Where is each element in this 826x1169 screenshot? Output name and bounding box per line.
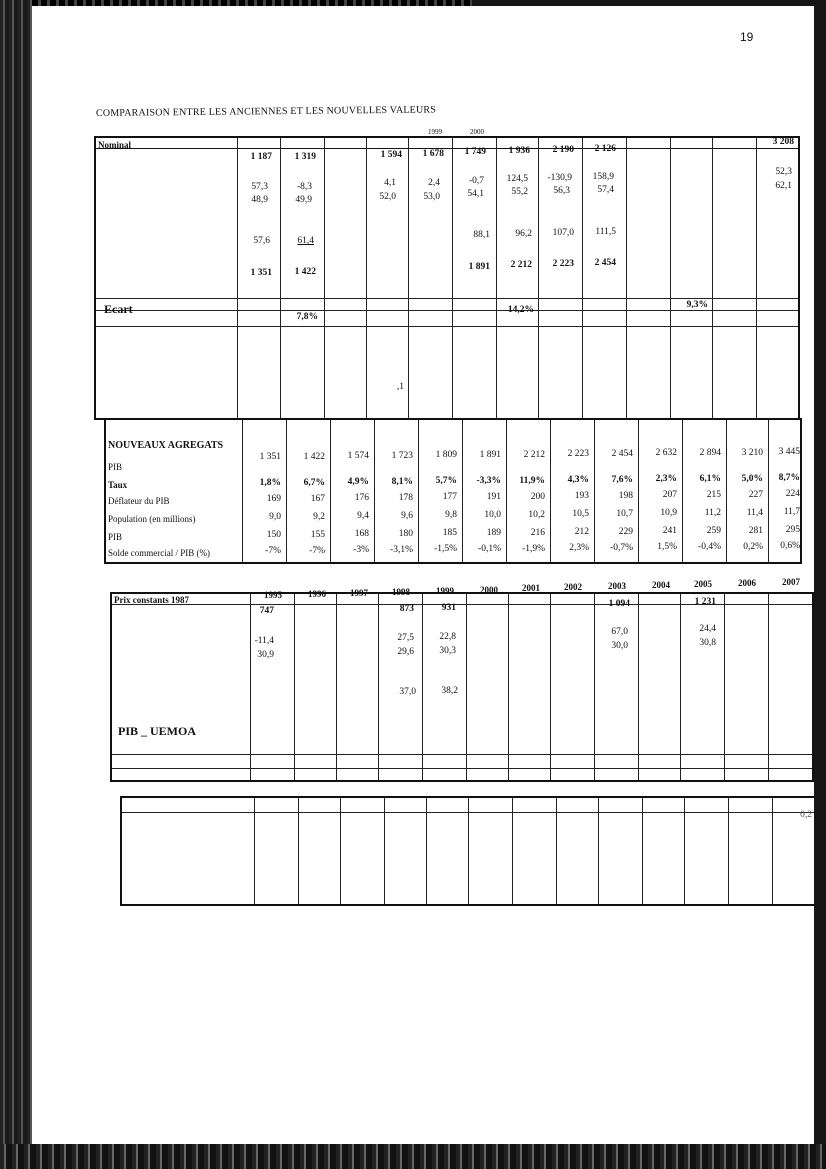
- agregats-cell: 1 723: [391, 450, 413, 461]
- agregats-cell: -0,7%: [610, 542, 633, 553]
- year-fragment: 1999: [428, 128, 442, 136]
- t1-r3-c7: 56,3: [553, 186, 570, 196]
- col-rule: [728, 798, 729, 904]
- agregats-cell: 4,3%: [567, 475, 589, 486]
- document-title: COMPARAISON ENTRE LES ANCIENNES ET LES NOUVELLES VALEURS: [95, 104, 437, 119]
- agregats-cell: 295: [785, 525, 800, 536]
- t1-r2-c5: -0,7: [468, 176, 484, 186]
- t1-r3-c2: 49,9: [295, 195, 312, 205]
- col-rule: [336, 594, 337, 780]
- col-rule: [638, 594, 639, 780]
- t1-r3-c6: 55,2: [511, 187, 528, 197]
- t3-r1-2003: 1 094: [608, 599, 630, 609]
- col-rule: [684, 798, 685, 904]
- t1-r3-c9: 62,1: [775, 181, 792, 191]
- agregats-row-label: Taux: [108, 480, 128, 490]
- agregats-row-label: PIB: [108, 462, 123, 472]
- col-rule: [422, 594, 423, 780]
- t1-r2-c2: -8,3: [296, 182, 312, 192]
- agregats-cell: 2 894: [699, 448, 721, 458]
- t1-r4-c4: 96,2: [515, 229, 532, 239]
- agregats-cell: -1,9%: [522, 543, 545, 554]
- corner-value: 0,2: [800, 810, 812, 820]
- agregats-cell: 8,1%: [391, 476, 413, 487]
- agregats-cell: 11,4: [746, 507, 763, 518]
- scan-edge-bottom: [0, 1144, 826, 1169]
- agregats-cell: 1,5%: [657, 542, 677, 553]
- t1-r5-c1: 1 351: [250, 268, 272, 278]
- col-rule: [298, 798, 299, 904]
- t1-r4-c1: 57,6: [253, 236, 270, 246]
- t1-r3-c3: 52,0: [379, 192, 396, 202]
- agregats-cell: 10,7: [616, 508, 633, 519]
- agregats-cell: 200: [530, 491, 545, 502]
- t1-r5-c2: 1 422: [294, 267, 316, 277]
- agregats-cell: -1,5%: [434, 544, 457, 555]
- t1-r1-c1: 1 187: [250, 152, 272, 162]
- t1-r2-c9: 52,3: [775, 167, 792, 177]
- t3-r3-2003: 30,0: [611, 641, 628, 651]
- agregats-cell: 5,7%: [435, 476, 457, 487]
- agregats-cell: -0,1%: [478, 544, 501, 554]
- agregats-cell: 11,9%: [519, 475, 545, 486]
- col-rule: [594, 594, 595, 780]
- t1-r1-c2: 1 319: [294, 152, 316, 162]
- agregats-cell: 3 445: [778, 447, 800, 458]
- col-rule: [242, 420, 243, 562]
- year-header-cell: 2001: [522, 583, 540, 594]
- agregats-cell: 2 632: [655, 448, 677, 459]
- row-rule: [96, 310, 798, 311]
- agregats-cell: -0,4%: [698, 542, 721, 552]
- agregats-cell: 212: [574, 527, 589, 538]
- col-rule: [237, 138, 238, 418]
- agregats-row-label: Solde commercial / PIB (%): [108, 548, 210, 558]
- col-rule: [426, 798, 427, 904]
- t1-r3-c8: 57,4: [597, 185, 614, 195]
- t1-r2-c7: -130,9: [547, 173, 572, 183]
- t1-r2-c4: 2,4: [428, 178, 440, 188]
- row-rule: [96, 326, 798, 327]
- agregats-cell: 9,6: [401, 510, 413, 521]
- ecart-value-2: 14,2%: [507, 305, 534, 315]
- year-header-cell: 2007: [782, 576, 800, 587]
- agregats-cell: -3%: [353, 545, 369, 556]
- col-rule: [330, 420, 331, 562]
- col-rule: [756, 138, 757, 418]
- t3-r1-1999: 931: [441, 603, 456, 613]
- year-header-cell: 1996: [308, 588, 326, 599]
- agregats-cell: 2 223: [567, 449, 589, 460]
- nominal-label: Nominal: [98, 140, 132, 150]
- col-rule: [280, 138, 281, 418]
- misc-fragment: ,1: [396, 382, 404, 392]
- t1-r1-c7: 2 190: [552, 145, 574, 155]
- table-prix-constants: [110, 592, 814, 782]
- t1-r5-c6: 2 454: [594, 258, 616, 268]
- col-rule: [712, 138, 713, 418]
- agregats-cell: 281: [748, 525, 763, 536]
- col-rule: [294, 594, 295, 780]
- col-rule: [642, 798, 643, 904]
- agregats-cell: 189: [486, 528, 501, 538]
- page-number: 19: [740, 30, 754, 44]
- t1-r2-c6: 124,5: [506, 174, 528, 184]
- t1-r1-c9: 3 208: [772, 137, 794, 147]
- agregats-title: NOUVEAUX AGREGATS: [108, 440, 224, 451]
- agregats-cell: 229: [618, 526, 633, 537]
- agregats-cell: 150: [266, 530, 281, 540]
- t3-r2-1998: 27,5: [397, 633, 414, 643]
- col-rule: [556, 798, 557, 904]
- agregats-cell: 216: [530, 527, 545, 538]
- col-rule: [250, 594, 251, 780]
- agregats-cell: 185: [442, 528, 457, 539]
- agregats-row-label: PIB: [108, 532, 123, 542]
- agregats-cell: 224: [785, 489, 800, 500]
- agregats-cell: 9,0: [269, 512, 281, 522]
- t1-r4-c5: 107,0: [552, 228, 574, 238]
- agregats-cell: 8,7%: [778, 473, 800, 484]
- t3-r2-1999: 22,8: [439, 632, 456, 642]
- year-header-cell: 1995: [264, 590, 282, 600]
- col-rule: [670, 138, 671, 418]
- agregats-cell: 169: [266, 494, 281, 504]
- col-rule: [462, 420, 463, 562]
- t1-r3-c4: 53,0: [423, 192, 440, 202]
- year-header-cell: 2005: [694, 579, 712, 589]
- agregats-cell: 10,5: [572, 509, 589, 520]
- row-rule: [112, 768, 812, 769]
- agregats-cell: 2,3%: [569, 543, 589, 554]
- t1-r2-c3: 4,1: [384, 178, 396, 188]
- t3-r2-2003: 67,0: [611, 627, 628, 637]
- col-rule: [286, 420, 287, 562]
- t3-r1-1995: 747: [259, 606, 274, 616]
- t1-r2-c1: 57,3: [251, 182, 268, 192]
- t1-r5-c3: 1 891: [468, 262, 490, 272]
- pib-uemoa-label: PIB _ UEMOA: [118, 724, 196, 738]
- t1-r5-c5: 2 223: [552, 259, 574, 269]
- agregats-cell: 259: [706, 526, 721, 536]
- agregats-cell: 1 891: [479, 450, 501, 460]
- year-header-cell: 2000: [480, 584, 498, 595]
- agregats-cell: 11,7: [783, 507, 800, 518]
- header-rule: [96, 148, 798, 149]
- agregats-cell: 4,9%: [347, 477, 369, 488]
- agregats-cell: 9,2: [313, 511, 325, 522]
- t1-r1-c6: 1 936: [508, 146, 530, 156]
- col-rule: [384, 798, 385, 904]
- t3-r4-1999: 38,2: [441, 686, 458, 696]
- agregats-cell: 6,1%: [699, 474, 721, 484]
- agregats-cell: 215: [706, 490, 721, 500]
- agregats-cell: 5,0%: [741, 473, 763, 484]
- agregats-cell: 1 574: [347, 451, 369, 462]
- t3-r3-1995: 30,9: [257, 650, 274, 660]
- agregats-cell: 168: [354, 529, 369, 540]
- t1-r4-c6: 111,5: [595, 227, 616, 237]
- year-fragment: 2000: [470, 128, 484, 136]
- agregats-cell: 6,7%: [303, 477, 325, 488]
- t1-r3-c5: 54,1: [467, 189, 484, 199]
- agregats-cell: 207: [662, 490, 677, 501]
- col-rule: [378, 594, 379, 780]
- prix-constants-label: Prix constants 1987: [114, 595, 189, 605]
- t1-r5-c4: 2 212: [510, 260, 532, 270]
- year-header-cell: 2004: [652, 580, 670, 591]
- t1-r1-c5: 1 749: [464, 147, 486, 157]
- agregats-cell: -7%: [265, 546, 281, 556]
- agregats-cell: 2 212: [523, 449, 545, 460]
- t3-r3-1999: 30,3: [439, 646, 456, 656]
- t3-r4-1998: 37,0: [399, 687, 416, 697]
- t3-r3-1998: 29,6: [397, 647, 414, 657]
- agregats-row-label: Population (en millions): [108, 514, 196, 524]
- agregats-cell: 180: [398, 528, 413, 539]
- col-rule: [374, 420, 375, 562]
- agregats-cell: 2,3%: [655, 474, 677, 485]
- t1-r1-c3: 1 594: [380, 150, 402, 160]
- t3-r1-2005: 1 231: [694, 597, 716, 607]
- ecart-label: Ecart: [104, 302, 133, 316]
- col-rule: [340, 798, 341, 904]
- agregats-cell: -7%: [309, 545, 325, 556]
- agregats-cell: 9,8: [445, 510, 457, 521]
- t3-r2-2005: 24,4: [699, 624, 716, 634]
- t1-r4-c2: 61,4: [297, 236, 314, 246]
- col-rule: [626, 138, 627, 418]
- agregats-cell: 1,8%: [259, 478, 281, 488]
- year-header-cell: 2002: [564, 582, 582, 593]
- t3-r2-1995: -11,4: [254, 636, 274, 646]
- col-rule: [680, 594, 681, 780]
- agregats-cell: 7,6%: [611, 474, 633, 485]
- table-bottom: [120, 796, 814, 906]
- t1-r2-c8: 158,9: [592, 172, 614, 182]
- agregats-row-label: Déflateur du PIB: [108, 496, 170, 506]
- agregats-cell: 10,9: [660, 508, 677, 519]
- agregats-cell: 10,0: [484, 510, 501, 520]
- agregats-cell: 2 454: [611, 448, 633, 459]
- year-header-cell: 2006: [738, 577, 756, 588]
- row-rule: [96, 298, 798, 299]
- agregats-cell: 176: [354, 493, 369, 504]
- agregats-cell: 3 210: [741, 447, 763, 458]
- agregats-cell: 227: [748, 489, 763, 500]
- agregats-cell: -3,3%: [476, 476, 501, 486]
- agregats-cell: 177: [442, 492, 457, 503]
- t1-r1-c4: 1 678: [422, 149, 444, 159]
- year-header-cell: 1999: [436, 585, 454, 596]
- year-header-cell: 1997: [350, 587, 368, 598]
- agregats-cell: 1 422: [303, 451, 325, 462]
- col-rule: [550, 594, 551, 780]
- agregats-cell: 9,4: [357, 511, 369, 522]
- agregats-cell: 1 351: [259, 452, 281, 462]
- t3-r1-1998: 873: [399, 604, 414, 614]
- year-header-cell: 1998: [392, 586, 410, 597]
- year-header-cell: 2003: [608, 581, 626, 592]
- col-rule: [772, 798, 773, 904]
- agregats-cell: 11,2: [704, 508, 721, 518]
- col-rule: [468, 798, 469, 904]
- t1-r3-c1: 48,9: [251, 195, 268, 205]
- agregats-cell: 241: [662, 526, 677, 537]
- t3-r3-2005: 30,8: [699, 638, 716, 648]
- col-rule: [324, 138, 325, 418]
- col-rule: [508, 594, 509, 780]
- scan-edge-left: [0, 0, 32, 1169]
- agregats-cell: 0,6%: [780, 541, 800, 552]
- agregats-cell: 155: [310, 529, 325, 540]
- col-rule: [512, 798, 513, 904]
- agregats-cell: 178: [398, 492, 413, 503]
- col-rule: [254, 798, 255, 904]
- agregats-cell: 191: [486, 492, 501, 502]
- col-rule: [598, 798, 599, 904]
- agregats-cell: 167: [310, 493, 325, 504]
- col-rule: [724, 594, 725, 780]
- row-rule: [112, 754, 812, 755]
- col-rule: [768, 594, 769, 780]
- agregats-cell: 198: [618, 490, 633, 501]
- agregats-cell: -3,1%: [390, 544, 413, 555]
- agregats-cell: 10,2: [528, 509, 545, 520]
- t1-r1-c8: 2 126: [594, 144, 616, 154]
- ecart-value-1: 7,8%: [296, 312, 318, 322]
- col-rule: [418, 420, 419, 562]
- agregats-cell: 1 809: [435, 450, 457, 461]
- agregats-cell: 193: [574, 491, 589, 502]
- col-rule: [466, 594, 467, 780]
- ecart-value-3: 9,3%: [686, 300, 708, 310]
- t1-r4-c3: 88,1: [473, 230, 490, 240]
- agregats-cell: 0,2%: [743, 541, 763, 552]
